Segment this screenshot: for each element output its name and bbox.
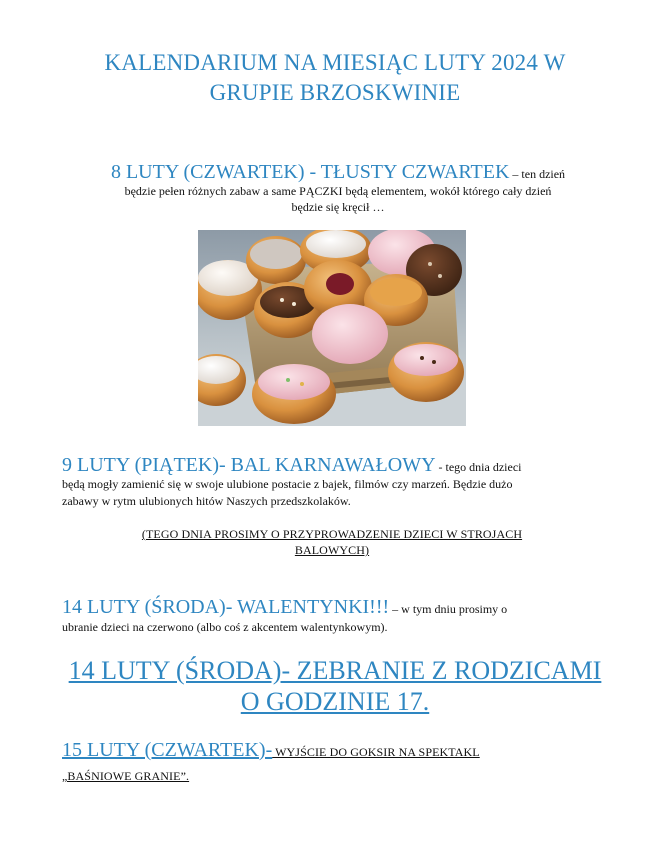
title-line-1: KALENDARIUM NA MIESIĄC LUTY 2024 W [104,50,566,75]
event-heading: 9 LUTY (PIĄTEK)- BAL KARNAWAŁOWY [62,454,436,476]
donuts-illustration [198,230,466,426]
event-heading: 14 LUTY (ŚRODA)- WALENTYNKI!!! [62,596,390,618]
event-text: ubranie dzieci na czerwono (albo coś z akcentem walentynkowym). [62,620,388,634]
meeting-line-1: 14 LUTY (ŚRODA)- ZEBRANIE Z RODZICAMI [68,656,602,685]
page-title [40,48,630,108]
event-text: - tego dnia dzieci [435,460,522,474]
event-parents-meeting [40,655,630,717]
note-line-1: (TEGO DNIA PROSIMY O PRZYPROWADZENIE DZIECI W STROJACH [141,527,523,541]
event-dash: – [389,602,402,616]
title-line-2: GRUPIE BRZOSKWINIE [209,80,461,105]
event-heading: 8 LUTY (CZWARTEK) - TŁUSTY CZWARTEK [110,161,510,183]
event-fat-thursday [78,161,598,215]
meeting-line-2: O GODZINIE 17. [240,687,430,716]
event-text: będzie się kręcił … [291,200,385,214]
event-text: zabawy w rytm ulubionych hitów Naszych przedszkolaków. [62,494,351,508]
event-theatre-trip [62,738,602,788]
event-text: będą mogły zamienić się w swoje ulubione postacie z bajek, filmów czy marzeń. Będzie dużo [62,477,513,491]
event-text: WYJŚCIE DO GOKSIR NA SPEKTAKL [272,745,480,759]
note-line-2: BALOWYCH) [294,543,370,557]
donuts-photo [198,230,466,426]
event-text: „BAŚNIOWE GRANIE”. [62,769,190,783]
costume-note [90,526,574,558]
event-text: będzie pełen różnych zabaw a same PĄCZKI będą elementem, wokół którego cały dzień [124,184,552,198]
event-heading: 15 LUTY (CZWARTEK)- [62,739,273,761]
event-text: ten dzień [521,167,566,181]
event-carnival-ball [62,454,602,510]
event-text: w tym dniu prosimy o [401,602,508,616]
event-valentines [62,596,602,636]
event-dash: – [509,167,522,181]
